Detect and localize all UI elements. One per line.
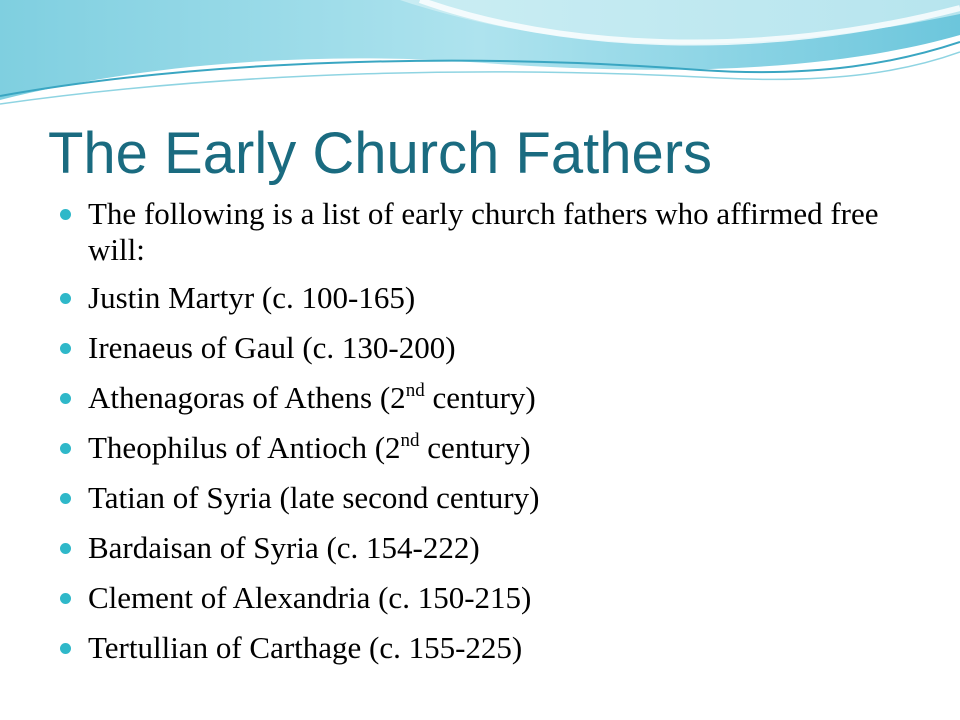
bullet-dot-icon <box>60 209 71 220</box>
wave-banner-decoration <box>0 0 960 115</box>
bullet-text-tail: century) <box>424 380 536 415</box>
bullet-text: Irenaeus of Gaul (c. 130-200) <box>88 330 456 365</box>
bullet-intro <box>60 196 940 268</box>
bullet-text: Tatian of Syria (late second century) <box>88 480 540 515</box>
slide-title: The Early Church Fathers <box>48 121 713 186</box>
bullet-dot-icon <box>60 293 71 304</box>
bullet-text-main: Athenagoras of Athens (2 <box>88 380 406 415</box>
bullet-text: Clement of Alexandria (c. 150-215) <box>88 580 532 615</box>
bullet-text: Justin Martyr (c. 100-165) <box>88 280 416 315</box>
ordinal-suffix: nd <box>405 380 425 401</box>
bullet-text-tail: century) <box>419 430 531 465</box>
bullet-text: Tertullian of Carthage (c. 155-225) <box>88 630 523 665</box>
bullet-item <box>60 330 940 366</box>
bullet-dot-icon <box>60 643 71 654</box>
bullet-text: The following is a list of early church fathers who affirmed free will: <box>88 196 879 267</box>
bullet-list <box>60 196 940 680</box>
bullet-item <box>60 280 940 316</box>
bullet-text <box>88 380 536 415</box>
bullet-item <box>60 580 940 616</box>
bullet-item <box>60 430 940 466</box>
ordinal-suffix: nd <box>400 430 420 451</box>
bullet-item <box>60 380 940 416</box>
bullet-dot-icon <box>60 593 71 604</box>
bullet-dot-icon <box>60 543 71 554</box>
bullet-dot-icon <box>60 493 71 504</box>
bullet-text-main: Theophilus of Antioch (2 <box>88 430 401 465</box>
bullet-dot-icon <box>60 393 71 404</box>
bullet-item <box>60 480 940 516</box>
bullet-text <box>88 430 531 465</box>
bullet-text: Bardaisan of Syria (c. 154-222) <box>88 530 480 565</box>
bullet-dot-icon <box>60 443 71 454</box>
bullet-item <box>60 630 940 666</box>
bullet-dot-icon <box>60 343 71 354</box>
bullet-item <box>60 530 940 566</box>
